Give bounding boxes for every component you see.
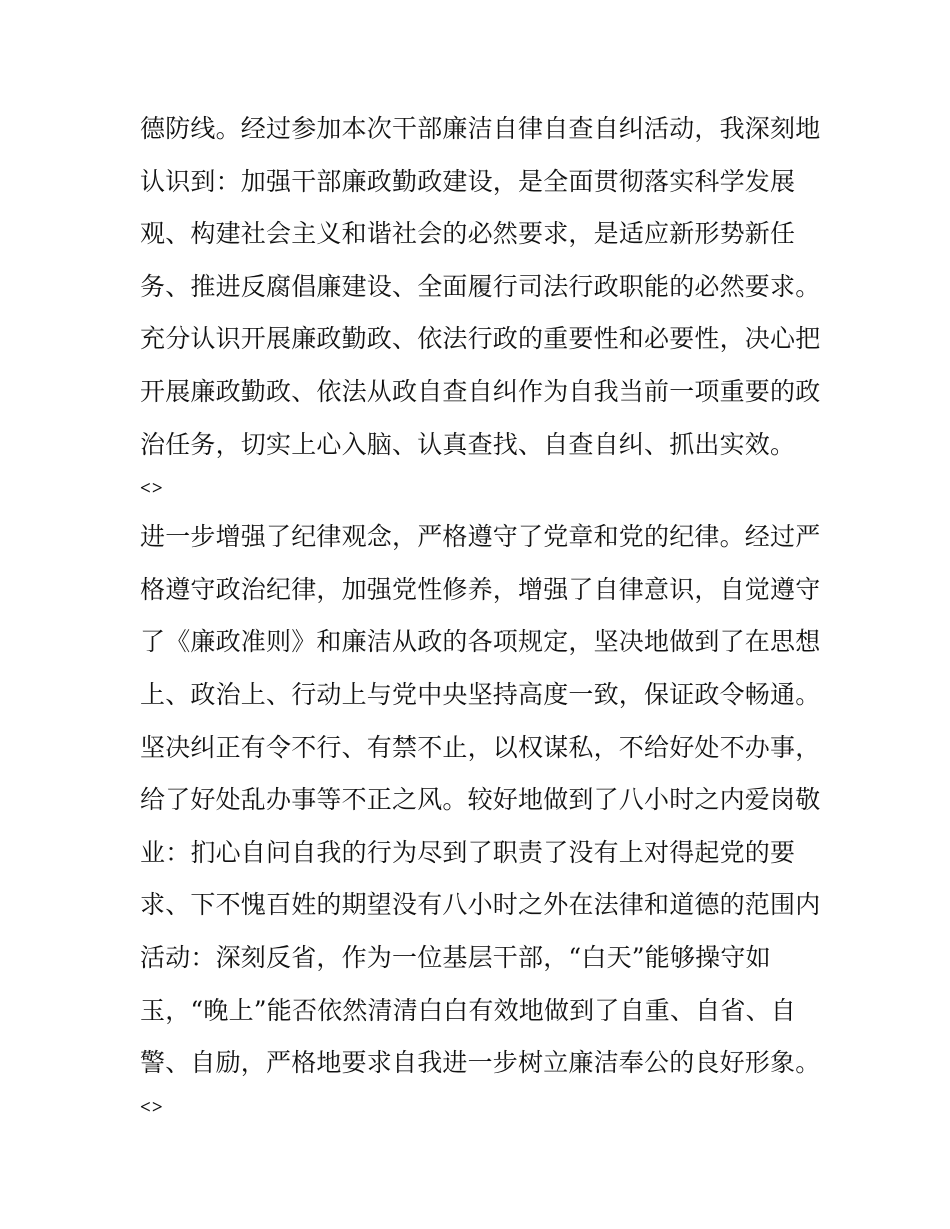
paragraph-line: 上、政治上、行动上与党中央坚持高度一致，保证政令畅通。 bbox=[140, 679, 821, 709]
paragraph-line: 治任务，切实上心入脑、认真查找、自查自纠、抓出实效。 bbox=[140, 429, 796, 459]
paragraph-line: 求、下不愧百姓的期望没有八小时之外在法律和道德的范围内 bbox=[140, 890, 821, 920]
paragraph-line: 活动：深刻反省，作为一位基层干部，“白天”能够操守如 bbox=[140, 942, 771, 972]
paragraph-line: 给了好处乱办事等不正之风。较好地做到了八小时之内爱岗敬 bbox=[140, 785, 821, 815]
paragraph-line: 玉，“晚上”能否依然清清白白有效地做到了自重、自省、自 bbox=[140, 995, 796, 1025]
paragraph-line: 格遵守政治纪律，加强党性修养，增强了自律意识，自觉遵守 bbox=[140, 574, 821, 604]
paragraph-marker: <> bbox=[140, 1096, 164, 1118]
paragraph-1 bbox=[140, 103, 830, 471]
paragraph-line: 进一步增强了纪律观念，严格遵守了党章和党的纪律。经过严 bbox=[140, 522, 821, 552]
paragraph-line: 观、构建社会主义和谐社会的必然要求，是适应新形势新任 bbox=[140, 219, 796, 249]
paragraph-line: 警、自励，严格地要求自我进一步树立廉洁奉公的良好形象。 bbox=[140, 1048, 821, 1078]
paragraph-2 bbox=[140, 511, 830, 1090]
paragraph-line: 德防线。经过参加本次干部廉洁自律自查自纠活动，我深刻地 bbox=[140, 114, 821, 143]
paragraph-line: 业：扪心自问自我的行为尽到了职责了没有上对得起党的要 bbox=[140, 837, 796, 867]
paragraph-line: 充分认识开展廉政勤政、依法行政的重要性和必要性，决心把 bbox=[140, 324, 821, 354]
paragraph-line: 务、推进反腐倡廉建设、全面履行司法行政职能的必然要求。 bbox=[140, 271, 821, 301]
paragraph-line: 开展廉政勤政、依法从政自查自纠作为自我当前一项重要的政 bbox=[140, 376, 821, 406]
paragraph-line: 坚决纠正有令不行、有禁不止，以权谋私，不给好处不办事， bbox=[140, 732, 821, 762]
paragraph-marker: <> bbox=[140, 478, 164, 500]
document-body bbox=[140, 103, 830, 1126]
paragraph-line: 了《廉政准则》和廉洁从政的各项规定，坚决地做到了在思想 bbox=[140, 627, 821, 657]
paragraph-line: 认识到：加强干部廉政勤政建设，是全面贯彻落实科学发展 bbox=[140, 166, 796, 196]
